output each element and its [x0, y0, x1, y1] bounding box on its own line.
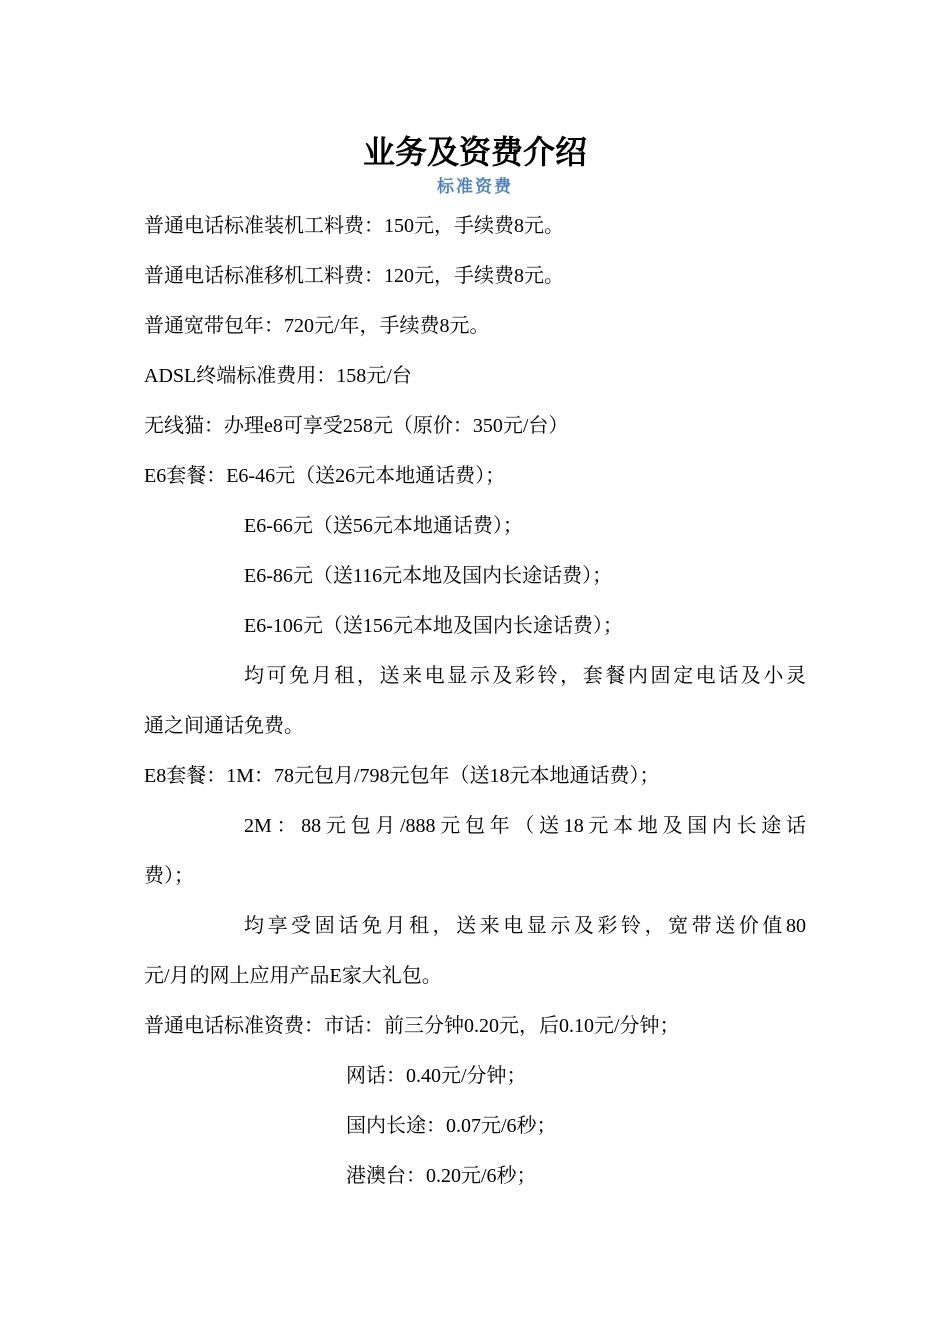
e6-106-line: E6-106元（送156元本地及国内长途话费）；	[244, 615, 623, 637]
e6-86-line: E6-86元（送116元本地及国内长途话费）；	[244, 565, 613, 587]
e6-benefits-continued-line: 通之间通话免费。	[144, 715, 304, 737]
hk-macau-taiwan-rate-line: 港澳台：0.20元/6秒；	[346, 1165, 537, 1187]
e8-package-line: E8套餐：1M：78元包月/798元包年（送18元本地通话费）；	[144, 765, 660, 787]
broadband-annual-line: 普通宽带包年：720元/年，手续费8元。	[144, 315, 490, 337]
domestic-long-distance-rate-line: 国内长途：0.07元/6秒；	[346, 1115, 557, 1137]
document-title: 业务及资费介绍	[362, 133, 587, 171]
install-fee-line: 普通电话标准装机工料费：150元，手续费8元。	[144, 215, 564, 237]
e6-benefits-line: 均可免月租，送来电显示及彩铃，套餐内固定电话及小灵	[244, 665, 806, 687]
e8-2m-line: 2M：88元包月/888元包年（送18元本地及国内长途话	[244, 815, 806, 837]
e8-2m-continued-line: 费）；	[144, 865, 194, 887]
wireless-modem-line: 无线猫：办理e8可享受258元（原价：350元/台）	[144, 415, 569, 437]
e8-benefits-line: 均享受固话免月租，送来电显示及彩铃，宽带送价值80	[244, 915, 806, 937]
adsl-terminal-line: ADSL终端标准费用：158元/台	[144, 365, 412, 387]
standard-rates-line: 普通电话标准资费：市话：前三分钟0.20元，后0.10元/分钟；	[144, 1015, 680, 1037]
document-subtitle: 标准资费	[437, 177, 513, 197]
internet-call-rate-line: 网话：0.40元/分钟；	[346, 1065, 527, 1087]
move-fee-line: 普通电话标准移机工料费：120元，手续费8元。	[144, 265, 564, 287]
e6-package-line: E6套餐：E6-46元（送26元本地通话费）；	[144, 465, 506, 487]
e8-benefits-continued-line: 元/月的网上应用产品E家大礼包。	[144, 965, 442, 987]
e6-66-line: E6-66元（送56元本地通话费）；	[244, 515, 523, 537]
